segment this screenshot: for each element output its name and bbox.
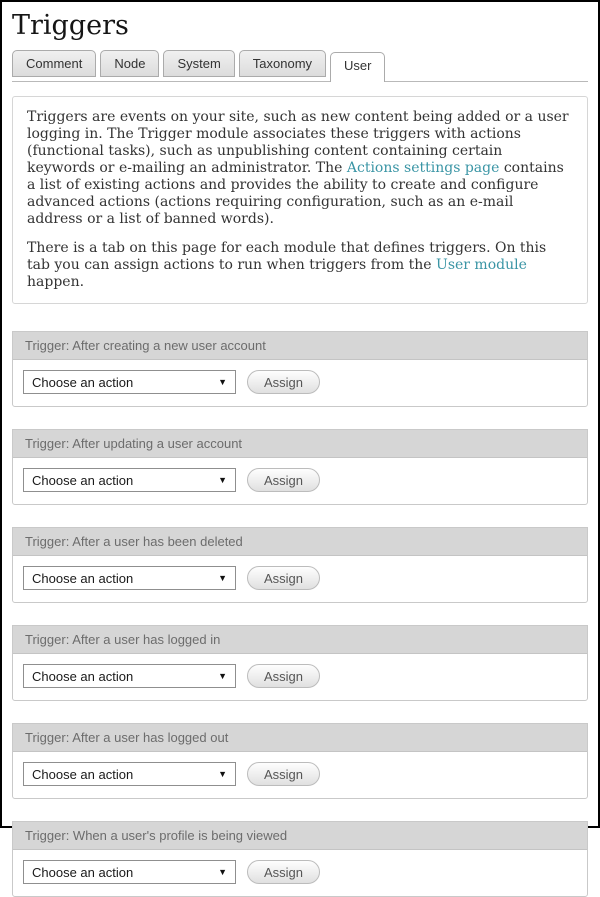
trigger-section-logged-out	[12, 723, 588, 799]
action-select[interactable]	[23, 762, 236, 786]
tab-taxonomy[interactable]: Taxonomy	[239, 50, 326, 77]
trigger-section-create-account	[12, 331, 588, 407]
trigger-section-title: Trigger: After updating a user account	[13, 430, 587, 458]
action-select[interactable]	[23, 664, 236, 688]
action-select-value: Choose an action	[32, 668, 134, 684]
action-select-value: Choose an action	[32, 570, 134, 586]
trigger-section-title: Trigger: After a user has logged in	[13, 626, 587, 654]
page-title: Triggers	[12, 10, 129, 41]
action-select-value: Choose an action	[32, 766, 134, 782]
tab-comment[interactable]: Comment	[12, 50, 96, 77]
help-text: Triggers are events on your site, such as new content being added or a user logging in. The Trigger module associates these triggers with actions (functional tasks), such as unpublishing content containing certain keywords or e-mailing an administrator. The	[27, 109, 569, 176]
help-text: happen.	[27, 274, 85, 290]
assign-button[interactable]: Assign	[247, 566, 320, 590]
help-paragraph-2	[27, 240, 571, 291]
actions-settings-page-link[interactable]: Actions settings page	[346, 160, 500, 176]
trigger-section-body	[13, 654, 587, 700]
assign-button[interactable]: Assign	[247, 762, 320, 786]
tab-user[interactable]: User	[330, 52, 385, 82]
chevron-down-icon: ▼	[218, 376, 227, 387]
assign-button[interactable]: Assign	[247, 664, 320, 688]
trigger-section-title: Trigger: After a user has been deleted	[13, 528, 587, 556]
chevron-down-icon: ▼	[218, 572, 227, 583]
action-select[interactable]	[23, 566, 236, 590]
trigger-section-profile-viewed	[12, 821, 588, 897]
assign-button[interactable]: Assign	[247, 370, 320, 394]
chevron-down-icon: ▼	[218, 768, 227, 779]
help-text: contains a list of existing actions and provides the ability to create and configure advanced actions (actions requiring configuration, such as an e-mail address or a list of banned words).	[27, 160, 564, 227]
help-text: There is a tab on this page for each module that defines triggers. On this tab you can assign actions to run when triggers from the	[27, 240, 547, 273]
triggers-page	[2, 2, 598, 897]
trigger-section-update-account	[12, 429, 588, 505]
trigger-section-body	[13, 360, 587, 406]
trigger-section-title: Trigger: After creating a new user account	[13, 332, 587, 360]
chevron-down-icon: ▼	[218, 866, 227, 877]
trigger-section-title: Trigger: After a user has logged out	[13, 724, 587, 752]
trigger-section-title: Trigger: When a user's profile is being viewed	[13, 822, 587, 850]
trigger-section-user-deleted	[12, 527, 588, 603]
chevron-down-icon: ▼	[218, 670, 227, 681]
help-description	[12, 96, 588, 304]
action-select-value: Choose an action	[32, 374, 134, 390]
assign-button[interactable]: Assign	[247, 468, 320, 492]
tab-system[interactable]: System	[163, 50, 234, 77]
user-module-link[interactable]: User module	[436, 257, 527, 273]
trigger-section-body	[13, 752, 587, 798]
trigger-section-body	[13, 556, 587, 602]
action-select-value: Choose an action	[32, 864, 134, 880]
action-select[interactable]	[23, 860, 236, 884]
action-select-value: Choose an action	[32, 472, 134, 488]
tab-node[interactable]: Node	[100, 50, 159, 77]
action-select[interactable]	[23, 468, 236, 492]
trigger-section-body	[13, 458, 587, 504]
module-tabs	[12, 50, 588, 82]
help-paragraph-1	[27, 109, 571, 228]
trigger-section-logged-in	[12, 625, 588, 701]
assign-button[interactable]: Assign	[247, 860, 320, 884]
action-select[interactable]	[23, 370, 236, 394]
chevron-down-icon: ▼	[218, 474, 227, 485]
trigger-section-body	[13, 850, 587, 896]
